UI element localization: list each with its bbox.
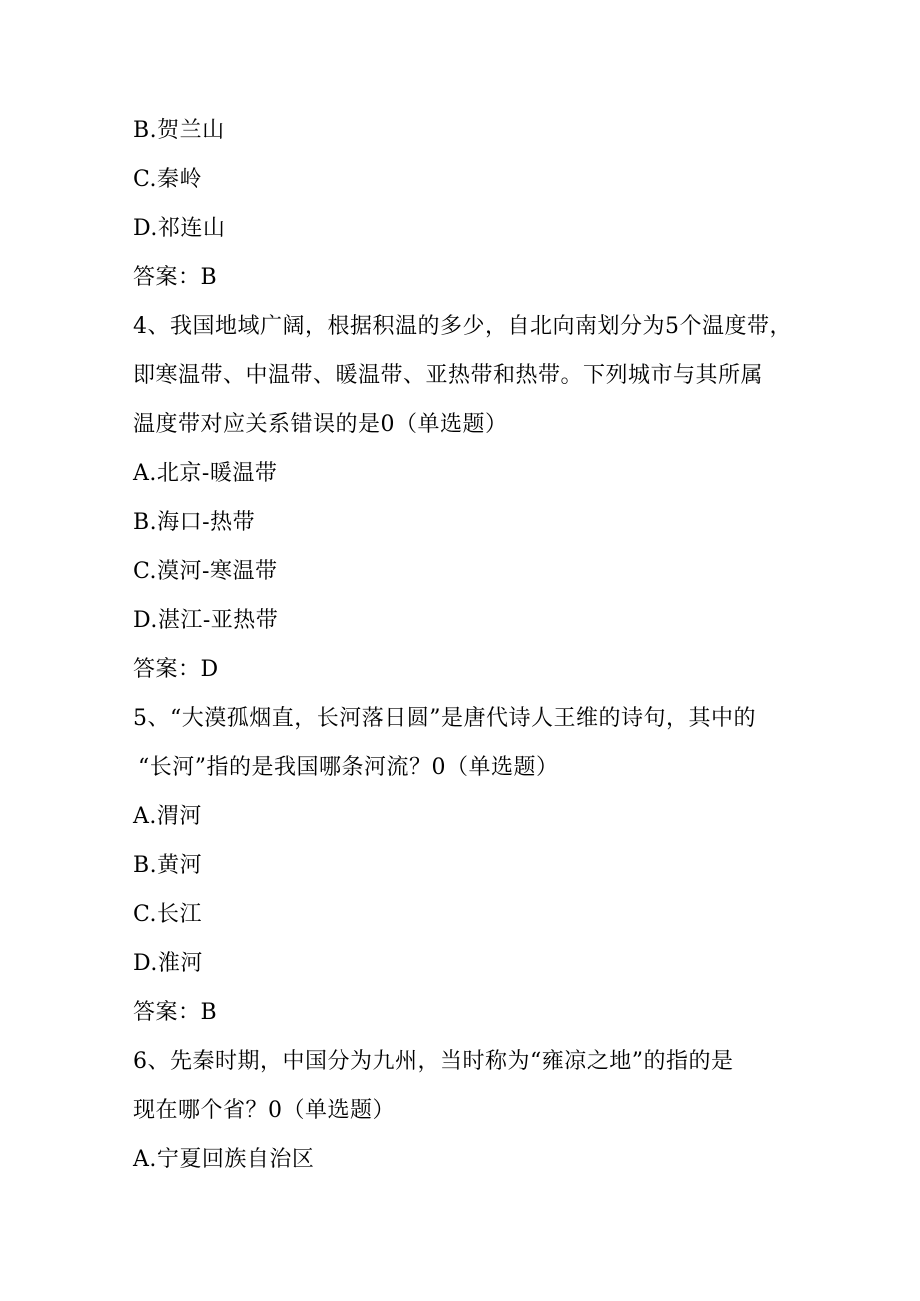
q5-option-b: B.黄河 [133,853,203,878]
q3-option-d: D.祁连山 [133,216,226,241]
q4-option-a: A.北京-暖温带 [133,461,278,486]
q5-option-d: D.淮河 [133,951,203,976]
q4-option-d: D.湛江-亚热带 [133,608,279,633]
q4-answer: 答案：D [133,657,219,682]
q3-option-c: C.秦岭 [133,167,203,192]
q5-answer: 答案：B [133,1000,218,1025]
q5-option-a: A.渭河 [133,804,202,829]
q3-option-b: B.贺兰山 [133,118,225,143]
q4-stem-line-1: 4、我国地域广阔，根据积温的多少，自北向南划分为5个温度带， [133,314,792,339]
q4-option-c: C.漠河-寒温带 [133,559,278,584]
q4-stem-line-2: 即寒温带、中温带、暖温带、亚热带和热带。下列城市与其所属 [133,363,764,388]
q6-option-a: A.宁夏回族自治区 [133,1147,315,1172]
q5-option-c: C.长江 [133,902,203,927]
q5-stem-line-2: “长河”指的是我国哪条河流？0（单选题） [138,755,559,780]
q5-stem-line-1: 5、“大漠孤烟直，长河落日圆”是唐代诗人王维的诗句，其中的 [133,706,756,731]
q4-option-b: B.海口-热带 [133,510,256,535]
q3-answer: 答案：B [133,265,218,290]
q6-stem-line-1: 6、先秦时期，中国分为九州，当时称为“雍凉之地”的指的是 [133,1049,734,1074]
q6-stem-line-2: 现在哪个省？0（单选题） [133,1098,395,1123]
q4-stem-line-3: 温度带对应关系错误的是0（单选题） [133,412,508,437]
